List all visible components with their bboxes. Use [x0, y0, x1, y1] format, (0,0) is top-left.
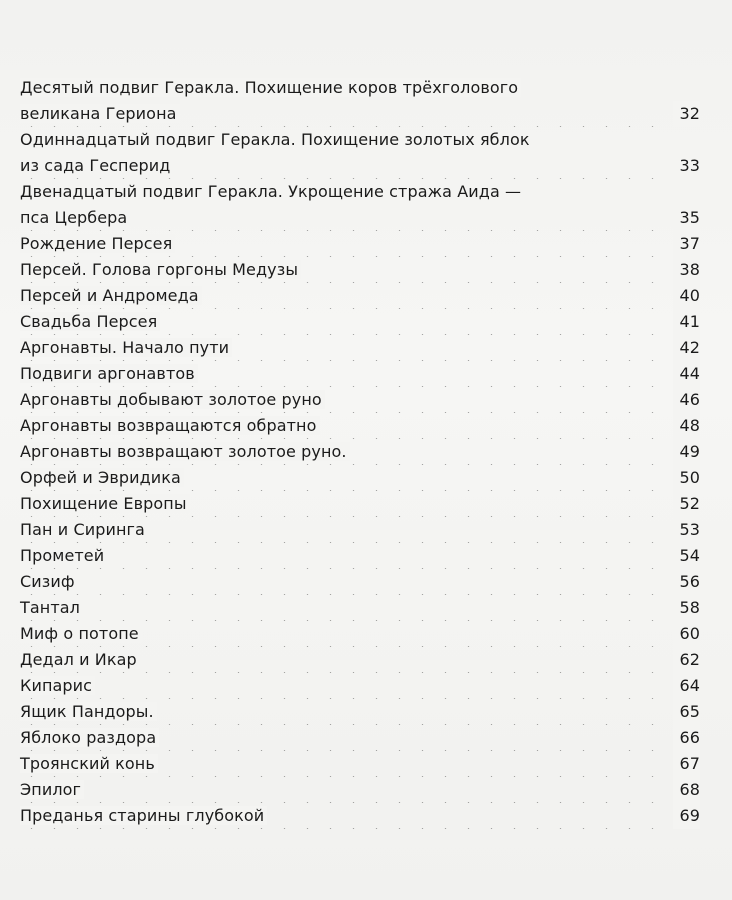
toc-entry	[20, 361, 700, 387]
toc-entry-line-dotted	[20, 803, 700, 829]
toc-entry-title: Десятый подвиг Геракла. Похищение коров трёхголового	[20, 78, 521, 97]
toc-entry	[20, 751, 700, 777]
toc-entry	[20, 283, 700, 309]
toc-entry-title: Миф о потопе	[20, 624, 142, 643]
toc-entry-title: Яблоко раздора	[20, 728, 159, 747]
toc-entry-title: Эпилог	[20, 780, 84, 799]
toc-entry	[20, 673, 700, 699]
toc-page-number: 49	[673, 439, 700, 465]
toc-entry	[20, 309, 700, 335]
toc-entry-title: Аргонавты возвращаются обратно	[20, 416, 320, 435]
toc-entry	[20, 335, 700, 361]
toc-entry-line-dotted	[20, 517, 700, 543]
toc-entry-line	[20, 75, 700, 101]
toc-entry-line-dotted	[20, 647, 700, 673]
toc-page-number: 67	[673, 751, 700, 777]
toc-entry	[20, 465, 700, 491]
toc-entry	[20, 543, 700, 569]
toc-entry-title: Похищение Европы	[20, 494, 190, 513]
toc-entry-line-dotted	[20, 725, 700, 751]
toc-page-number: 69	[673, 803, 700, 829]
toc-entry-title: Аргонавты. Начало пути	[20, 338, 232, 357]
toc-page-number: 40	[673, 283, 700, 309]
toc-entry	[20, 387, 700, 413]
toc-page-number: 60	[673, 621, 700, 647]
toc-entry-title: Аргонавты добывают золотое руно	[20, 390, 325, 409]
toc-entry-line-dotted	[20, 569, 700, 595]
toc-entry-line-dotted	[20, 699, 700, 725]
toc-entry-line-dotted	[20, 413, 700, 439]
toc-entry-title: Прометей	[20, 546, 107, 565]
toc-page-number: 68	[673, 777, 700, 803]
toc-entry-line-dotted	[20, 309, 700, 335]
toc-entry	[20, 569, 700, 595]
toc-entry-line	[20, 179, 700, 205]
toc-page-number: 62	[673, 647, 700, 673]
toc-page-number: 35	[673, 205, 700, 231]
toc-entry-line-dotted	[20, 283, 700, 309]
toc-page-number: 37	[673, 231, 700, 257]
toc-entry-title: Подвиги аргонавтов	[20, 364, 198, 383]
toc-page-number: 65	[673, 699, 700, 725]
toc-entry-title: Персей и Андромеда	[20, 286, 202, 305]
toc-page-number: 66	[673, 725, 700, 751]
toc-page-number: 38	[673, 257, 700, 283]
toc-entry	[20, 491, 700, 517]
toc-entry-line-dotted	[20, 439, 700, 465]
toc-entry	[20, 179, 700, 231]
toc-entry-title: пса Цербера	[20, 208, 130, 227]
toc-entry-title: Тантал	[20, 598, 83, 617]
toc-entry-line-dotted	[20, 751, 700, 777]
toc-entry	[20, 127, 700, 179]
toc-entry-title: Одиннадцатый подвиг Геракла. Похищение золотых яблок	[20, 130, 533, 149]
toc-entry	[20, 257, 700, 283]
toc-page-number: 64	[673, 673, 700, 699]
toc-entry-title: великана Гериона	[20, 104, 180, 123]
toc-entry-line-dotted	[20, 335, 700, 361]
toc-entry-line-dotted	[20, 491, 700, 517]
toc-entry	[20, 725, 700, 751]
toc-entry-title: Ящик Пандоры.	[20, 702, 157, 721]
toc-entry-title: Двенадцатый подвиг Геракла. Укрощение стража Аида —	[20, 182, 524, 201]
toc-entry-line-dotted	[20, 153, 700, 179]
toc-entry-line-dotted	[20, 543, 700, 569]
toc-entry-title: Рождение Персея	[20, 234, 175, 253]
toc-page-number: 54	[673, 543, 700, 569]
toc-page-number: 44	[673, 361, 700, 387]
toc-entry-title: Персей. Голова горгоны Медузы	[20, 260, 301, 279]
toc-entry-title: Свадьба Персея	[20, 312, 160, 331]
toc-entry-title: Аргонавты возвращают золотое руно.	[20, 442, 350, 461]
toc-entry-line	[20, 127, 700, 153]
toc-page-number: 42	[673, 335, 700, 361]
toc-entry-line-dotted	[20, 777, 700, 803]
toc-entry-title: Преданья старины глубокой	[20, 806, 267, 825]
toc-entry	[20, 803, 700, 829]
toc-page-number: 53	[673, 517, 700, 543]
toc-entry-title: из сада Гесперид	[20, 156, 173, 175]
toc-page-number: 48	[673, 413, 700, 439]
toc-entry	[20, 75, 700, 127]
toc-entry	[20, 777, 700, 803]
toc-entry-title: Орфей и Эвридика	[20, 468, 184, 487]
toc-entry-line-dotted	[20, 231, 700, 257]
toc-page-number: 33	[673, 153, 700, 179]
toc-entry	[20, 231, 700, 257]
toc-page-number: 46	[673, 387, 700, 413]
toc-entry-title: Кипарис	[20, 676, 95, 695]
toc-entry	[20, 439, 700, 465]
toc-entry-line-dotted	[20, 361, 700, 387]
toc-entry-title: Сизиф	[20, 572, 78, 591]
toc-entry	[20, 699, 700, 725]
toc-entry-line-dotted	[20, 621, 700, 647]
toc-entry	[20, 621, 700, 647]
toc-entry	[20, 517, 700, 543]
toc-page-number: 32	[673, 101, 700, 127]
toc-page-number: 50	[673, 465, 700, 491]
toc-entry-line-dotted	[20, 465, 700, 491]
toc-entry-title: Троянский конь	[20, 754, 158, 773]
toc-entry-line-dotted	[20, 595, 700, 621]
toc-entry-line-dotted	[20, 205, 700, 231]
toc-entry-title: Дедал и Икар	[20, 650, 140, 669]
toc-page-number: 56	[673, 569, 700, 595]
toc-entry	[20, 647, 700, 673]
toc-page-number: 41	[673, 309, 700, 335]
toc-entry-line-dotted	[20, 257, 700, 283]
toc-entry-title: Пан и Сиринга	[20, 520, 148, 539]
toc-page-number: 58	[673, 595, 700, 621]
toc-entry-line-dotted	[20, 101, 700, 127]
toc-page-number: 52	[673, 491, 700, 517]
toc-entry	[20, 595, 700, 621]
toc-entry	[20, 413, 700, 439]
toc-entry-line-dotted	[20, 387, 700, 413]
toc-entry-line-dotted	[20, 673, 700, 699]
